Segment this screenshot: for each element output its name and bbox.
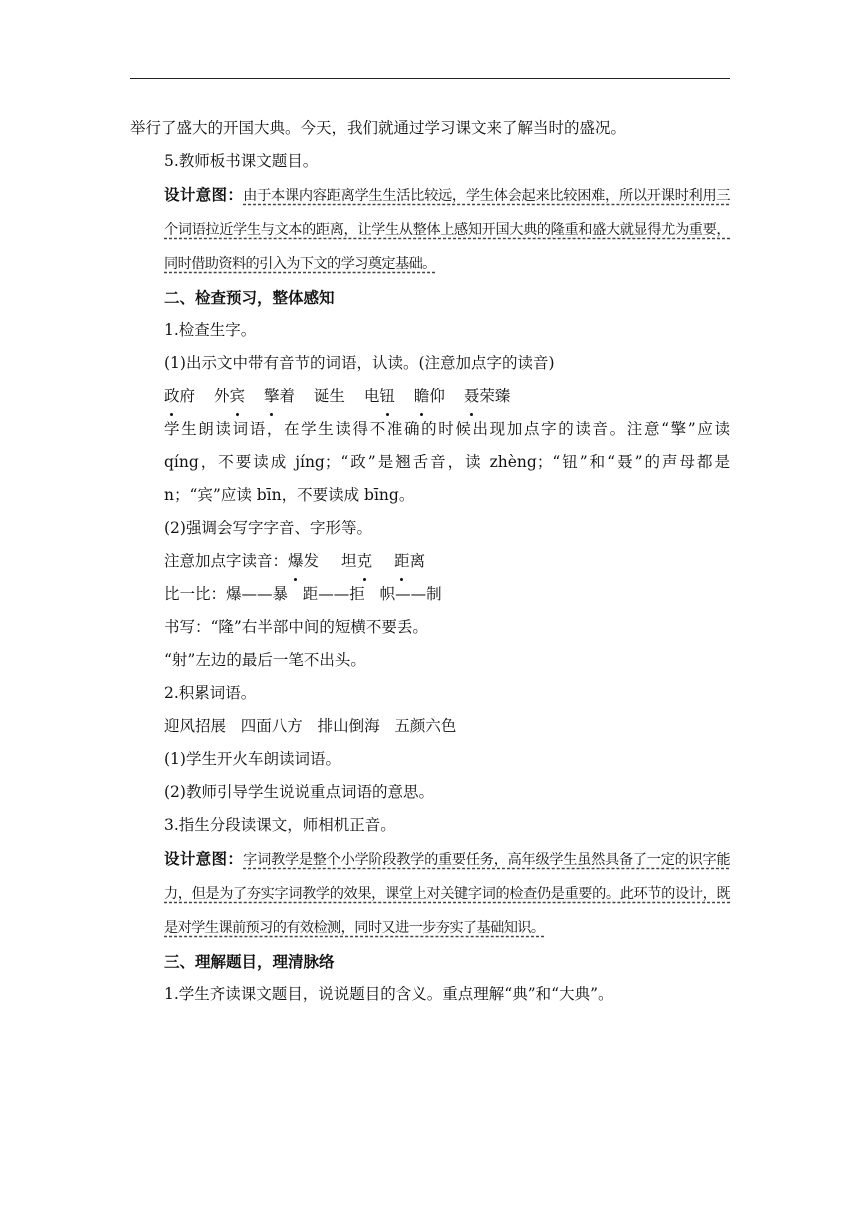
section-heading-2: 二、检查预习，整体感知 xyxy=(164,288,335,307)
step-accumulate-words: 2.积累词语。 xyxy=(164,684,257,702)
step-explain-words: (2)教师引导学生说说重点词语的意思。 xyxy=(164,783,434,801)
step-train-reading: (1)学生开火车朗读词语。 xyxy=(164,750,341,768)
step-board-title: 5.教师板书课文题目。 xyxy=(164,152,319,170)
header-rule xyxy=(130,78,730,79)
word-list-dotted-1 xyxy=(130,380,730,413)
writing-note-1: 书写：“隆”右半部中间的短横不要丢。 xyxy=(164,618,428,636)
section-heading-3: 三、理解题目，理清脉络 xyxy=(164,952,335,971)
word-item: 外宾 xyxy=(214,387,245,405)
step-read-paragraphs: 3.指生分段读课文，师相机正音。 xyxy=(164,816,396,834)
word-item: 坦克 xyxy=(341,552,372,570)
word-item: 电钮 xyxy=(364,387,395,405)
design-intent-text: 由于本课内容距离学生生活比较远，学生体会起来比较困难，所以开课时利用三个词语拉近学生与文本的距离，让学生从整体上感知开国大典的隆重和盛大就显得尤为重要，同时借助资料的引入为下文的学习奠定基础。 xyxy=(164,188,730,272)
writing-note-2: “射”左边的最后一笔不出头。 xyxy=(164,651,366,669)
step-emphasize-writing: (2)强调会写字字音、字形等。 xyxy=(164,519,372,537)
word-item: 擎着 xyxy=(264,387,295,405)
word-item: 聂荣臻 xyxy=(464,387,511,405)
content-body xyxy=(130,112,730,1011)
design-intent-2 xyxy=(130,842,730,945)
paragraph-intro-end: 举行了盛大的开国大典。今天，我们就通过学习课文来了解当时的盛况。 xyxy=(130,119,627,137)
design-intent-1 xyxy=(130,178,730,281)
word-list-dotted-2: 注意加点字读音：爆发 坦克 距离 xyxy=(130,545,730,578)
word-item: 政府 xyxy=(164,387,195,405)
compare-characters: 比一比：爆——暴 距——拒 帜——制 xyxy=(164,585,442,603)
paragraph-pronunciation-notes: 学生朗读词语，在学生读得不准确的时候出现加点字的读音。注意“擎”应读 qíng，不要读成 jíng；“政”是翘舌音，读 zhèng；“钮”和“聂”的声母都是 n；“宾”应读 bīn，不要读成 bīng。 xyxy=(164,420,730,504)
design-intent-text: 字词教学是整个小学阶段教学的重要任务，高年级学生虽然具备了一定的识字能力，但是为了夯实字词教学的效果，课堂上对关键字词的检查仍是重要的。此环节的设计，既是对学生课前预习的有效检测，同时又进一步夯实了基础知识。 xyxy=(164,852,730,936)
step-show-words: (1)出示文中带有音节的词语，认读。(注意加点字的读音) xyxy=(164,354,555,372)
design-intent-label: 设计意图： xyxy=(164,185,244,204)
idiom-list: 迎风招展 四面八方 排山倒海 五颜六色 xyxy=(164,717,457,735)
word-item: 爆发 xyxy=(288,552,319,570)
step-check-characters: 1.检查生字。 xyxy=(164,321,257,339)
word-item: 瞻仰 xyxy=(414,387,445,405)
step-read-title: 1.学生齐读课文题目，说说题目的含义。重点理解“典”和“大典”。 xyxy=(164,985,614,1003)
word-item: 诞生 xyxy=(313,387,345,405)
word-item: 距离 xyxy=(394,552,425,570)
design-intent-label: 设计意图： xyxy=(164,849,244,868)
